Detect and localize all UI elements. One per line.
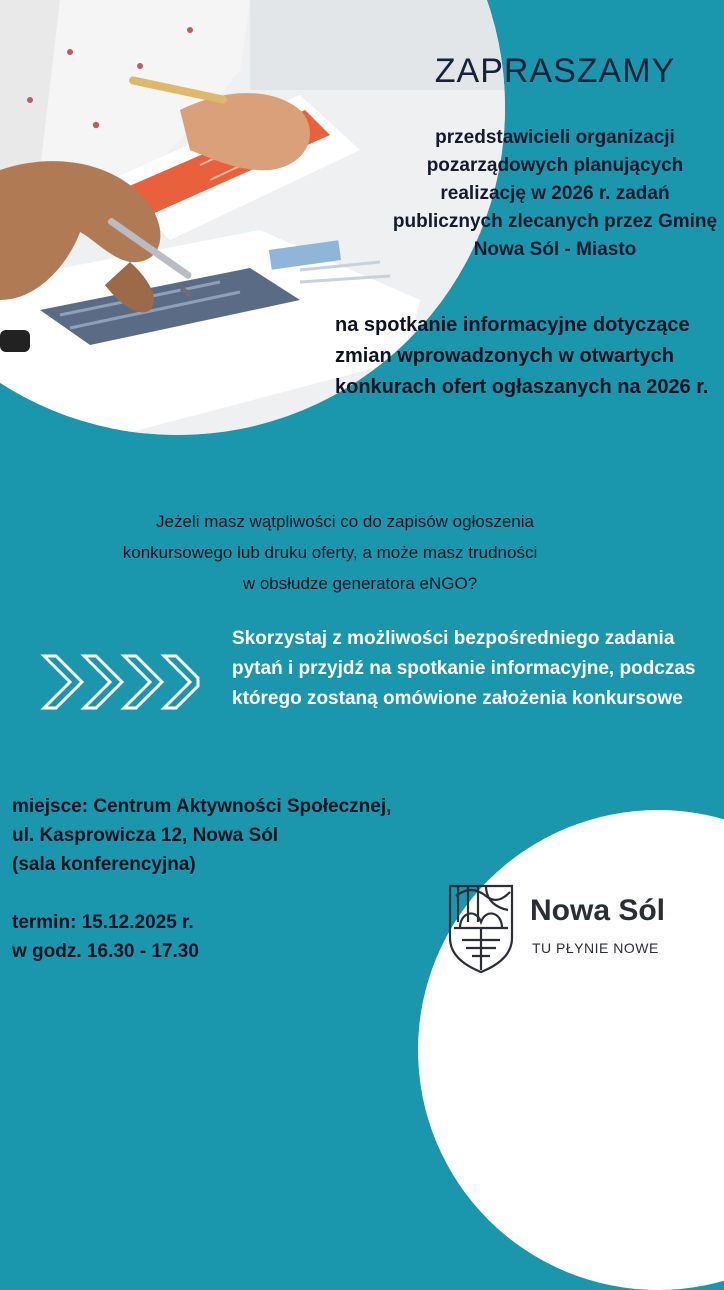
question-line-3: w obsłudze generatora eNGO?: [242, 574, 478, 593]
date-line-1: termin: 15.12.2025 r.: [12, 912, 194, 933]
place-line-3: (sala konferencyjna): [12, 854, 196, 875]
question-line-1: Jeżeli masz wątpliwości co do zapisów ogłoszenia: [156, 512, 534, 531]
headline: ZAPRASZAMY: [434, 52, 676, 90]
meeting-text: na spotkanie informacyjne dotyczące zmian wprowadzonych w otwartych konkurach ofert ogłaszanych na 2026 r.: [335, 314, 709, 398]
meeting-date: [12, 908, 312, 966]
question-text: [30, 506, 630, 599]
city-crest-icon: [446, 882, 516, 974]
nowa-sol-logo: [446, 880, 716, 980]
meeting-place: [12, 792, 492, 879]
call-to-action-text: Skorzystaj z możliwości bezpośredniego zadania pytań i przyjdź na spotkanie informacyjne, podczas którego zostaną omówione założenia konkursowe: [232, 628, 696, 709]
invitees-text: przedstawicieli organizacji pozarządowych planujących realizację w 2026 r. zadań publicznych zlecanych przez Gminę Nowa Sól - Miasto: [392, 127, 718, 260]
question-line-2: konkursowego lub druku oferty, a może masz trudności: [122, 543, 538, 562]
place-line-1: miejsce: Centrum Aktywności Społecznej,: [12, 796, 392, 817]
logo-tagline: TU PŁYNIE NOWE: [532, 940, 659, 956]
chevron-arrows-icon: [40, 652, 200, 712]
logo-name: Nowa Sól: [530, 894, 666, 927]
place-line-2: ul. Kasprowicza 12, Nowa Sól: [12, 825, 279, 846]
date-line-2: w godz. 16.30 - 17.30: [12, 941, 199, 962]
